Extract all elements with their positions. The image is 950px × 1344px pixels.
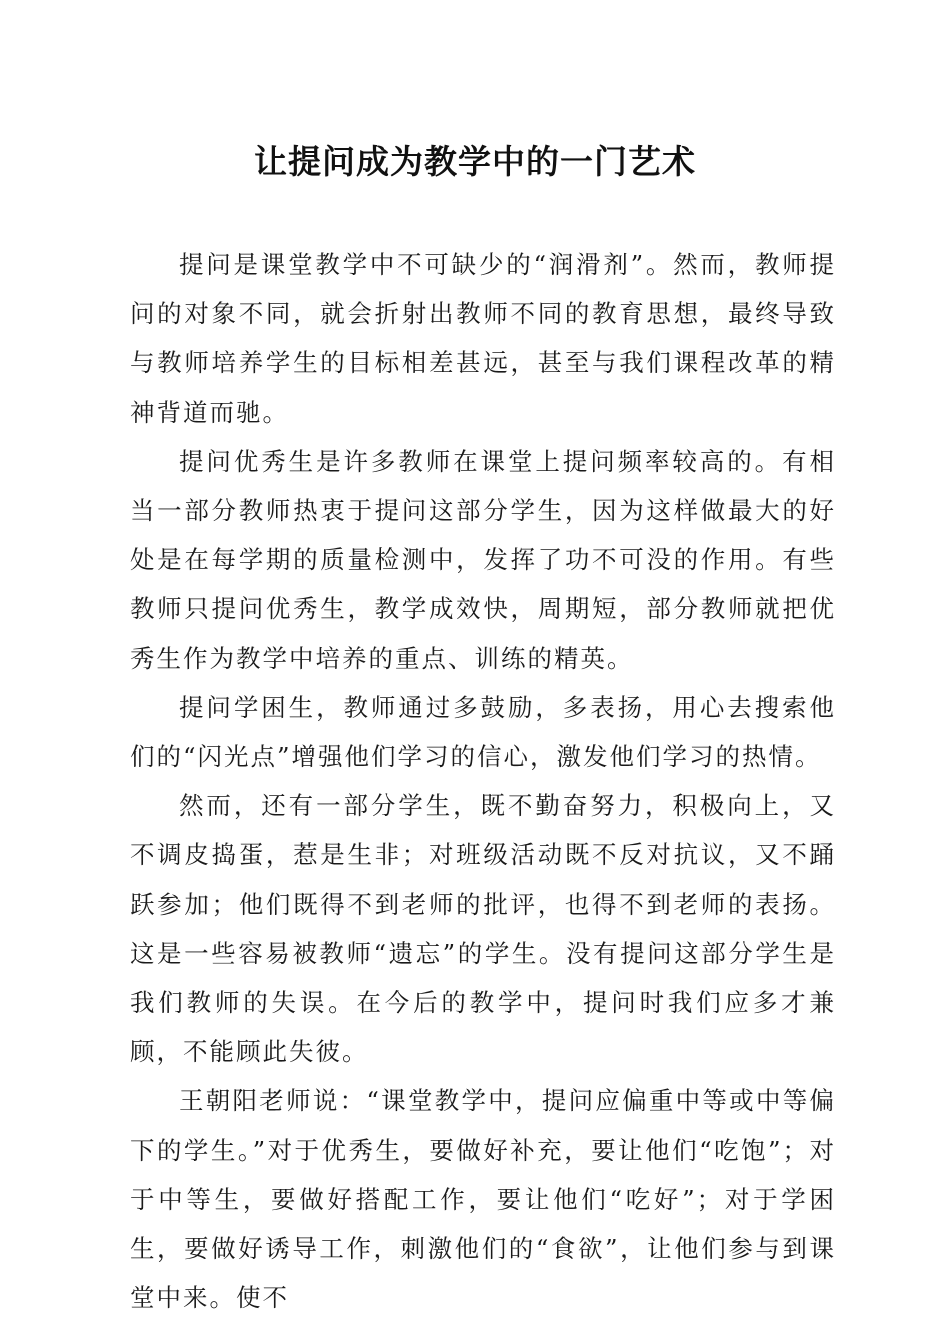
- paragraph-1: 提问是课堂教学中不可缺少的“润滑剂”。然而，教师提问的对象不同，就会折射出教师不同的教育思想，最终导致与教师培养学生的目标相差甚远，甚至与我们课程改革的精神背道而驰。: [130, 250, 836, 427]
- document-body: [130, 240, 836, 1322]
- paragraph-3: 提问学困生，教师通过多鼓励，多表扬，用心去搜索他们的“闪光点”增强他们学习的信心，激发他们学习的热情。: [130, 692, 836, 772]
- paragraph-5: 王朝阳老师说：“课堂教学中，提问应偏重中等或中等偏下的学生。”对于优秀生，要做好补充，要让他们“吃饱”；对于中等生，要做好搭配工作，要让他们“吃好”；对于学困生，要做好诱导工作，刺激他们的“食欲”，让他们参与到课堂中来。使不: [130, 1086, 836, 1313]
- paragraph-4: 然而，还有一部分学生，既不勤奋努力，积极向上，又不调皮捣蛋，惹是生非；对班级活动既不反对抗议，又不踊跃参加；他们既得不到老师的批评，也得不到老师的表扬。这是一些容易被教师“遗忘”的学生。没有提问这部分学生是我们教师的失误。在今后的教学中，提问时我们应多才兼顾，不能顾此失彼。: [130, 791, 836, 1067]
- document-title: 让提问成为教学中的一门艺术: [254, 142, 696, 181]
- paragraph-2: 提问优秀生是许多教师在课堂上提问频率较高的。有相当一部分教师热衷于提问这部分学生，因为这样做最大的好处是在每学期的质量检测中，发挥了功不可没的作用。有些教师只提问优秀生，教学成效快，周期短，部分教师就把优秀生作为教学中培养的重点、训练的精英。: [130, 446, 836, 673]
